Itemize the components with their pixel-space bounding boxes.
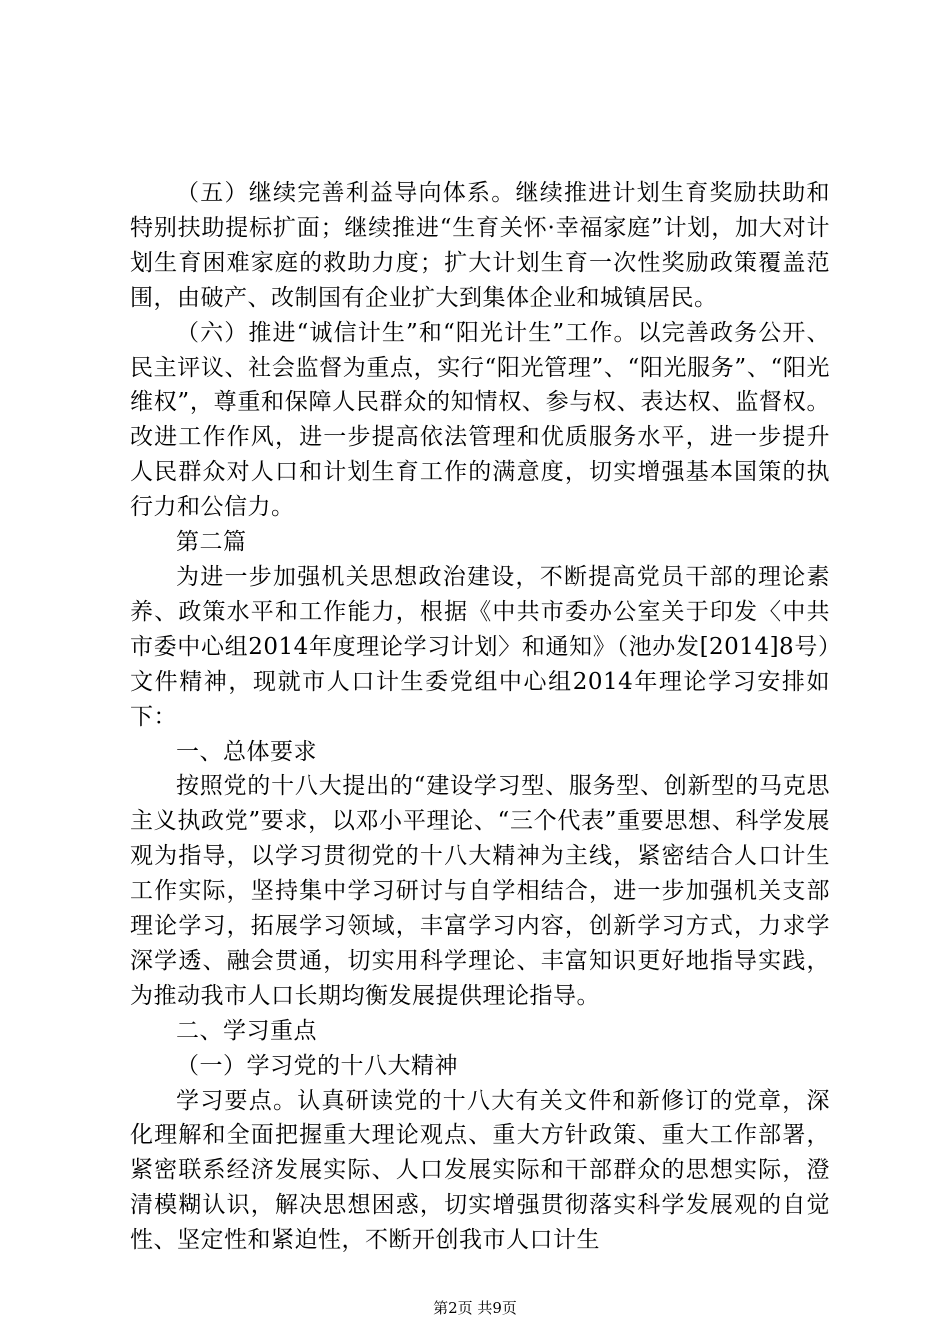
document-body: [130, 176, 830, 1258]
subheading-study-18th-congress: （一）学习党的十八大精神: [176, 1052, 458, 1079]
page-footer: [0, 1298, 950, 1318]
paragraph-study-points: 学习要点。认真研读党的十八大有关文件和新修订的党章，深化理解和全面把握重大理论观点、重大方针政策、重大工作部署，紧密联系经济发展实际、人口发展实际和干部群众的思想实际，澄清模糊认识，解决思想困惑，切实增强贯彻落实科学发展观的自觉性、坚定性和紧迫性，不断开创我市人口计生: [130, 1087, 830, 1254]
paragraph-intro: 为进一步加强机关思想政治建设，不断提高党员干部的理论素养、政策水平和工作能力，根据《中共市委办公室关于印发〈中共市委中心组2014年度理论学习计划〉和通知》（池办发[2014]8号）文件精神，现就市人口计生委党组中心组2014年理论学习安排如下：: [130, 563, 830, 730]
part-heading: 第二篇: [176, 529, 247, 556]
heading-study-focus: 二、学习重点: [176, 1017, 317, 1044]
heading-general-requirements: 一、总体要求: [176, 738, 317, 765]
paragraph-section-6: （六）推进“诚信计生”和“阳光计生”工作。以完善政务公开、民主评议、社会监督为重点，实行“阳光管理”、“阳光服务”、“阳光维权”，尊重和保障人民群众的知情权、参与权、表达权、监督权。改进工作作风，进一步提高依法管理和优质服务水平，进一步提升人民群众对人口和计划生育工作的满意度，切实增强基本国策的执行力和公信力。: [130, 319, 830, 521]
paragraph-general-requirements: 按照党的十八大提出的“建设学习型、服务型、创新型的马克思主义执政党”要求，以邓小平理论、“三个代表”重要思想、科学发展观为指导，以学习贯彻党的十八大精神为主线，紧密结合人口计生工作实际，坚持集中学习研讨与自学相结合，进一步加强机关支部理论学习，拓展学习领域，丰富学习内容，创新学习方式，力求学深学透、融会贯通，切实用科学理论、丰富知识更好地指导实践，为推动我市人口长期均衡发展提供理论指导。: [130, 773, 830, 1009]
paragraph-section-5: （五）继续完善利益导向体系。继续推进计划生育奖励扶助和特别扶助提标扩面；继续推进“生育关怀·幸福家庭”计划，加大对计划生育困难家庭的救助力度；扩大计划生育一次性奖励政策覆盖范围，由破产、改制国有企业扩大到集体企业和城镇居民。: [130, 180, 830, 311]
page-number-label: 第2页 共9页: [433, 1299, 517, 1317]
